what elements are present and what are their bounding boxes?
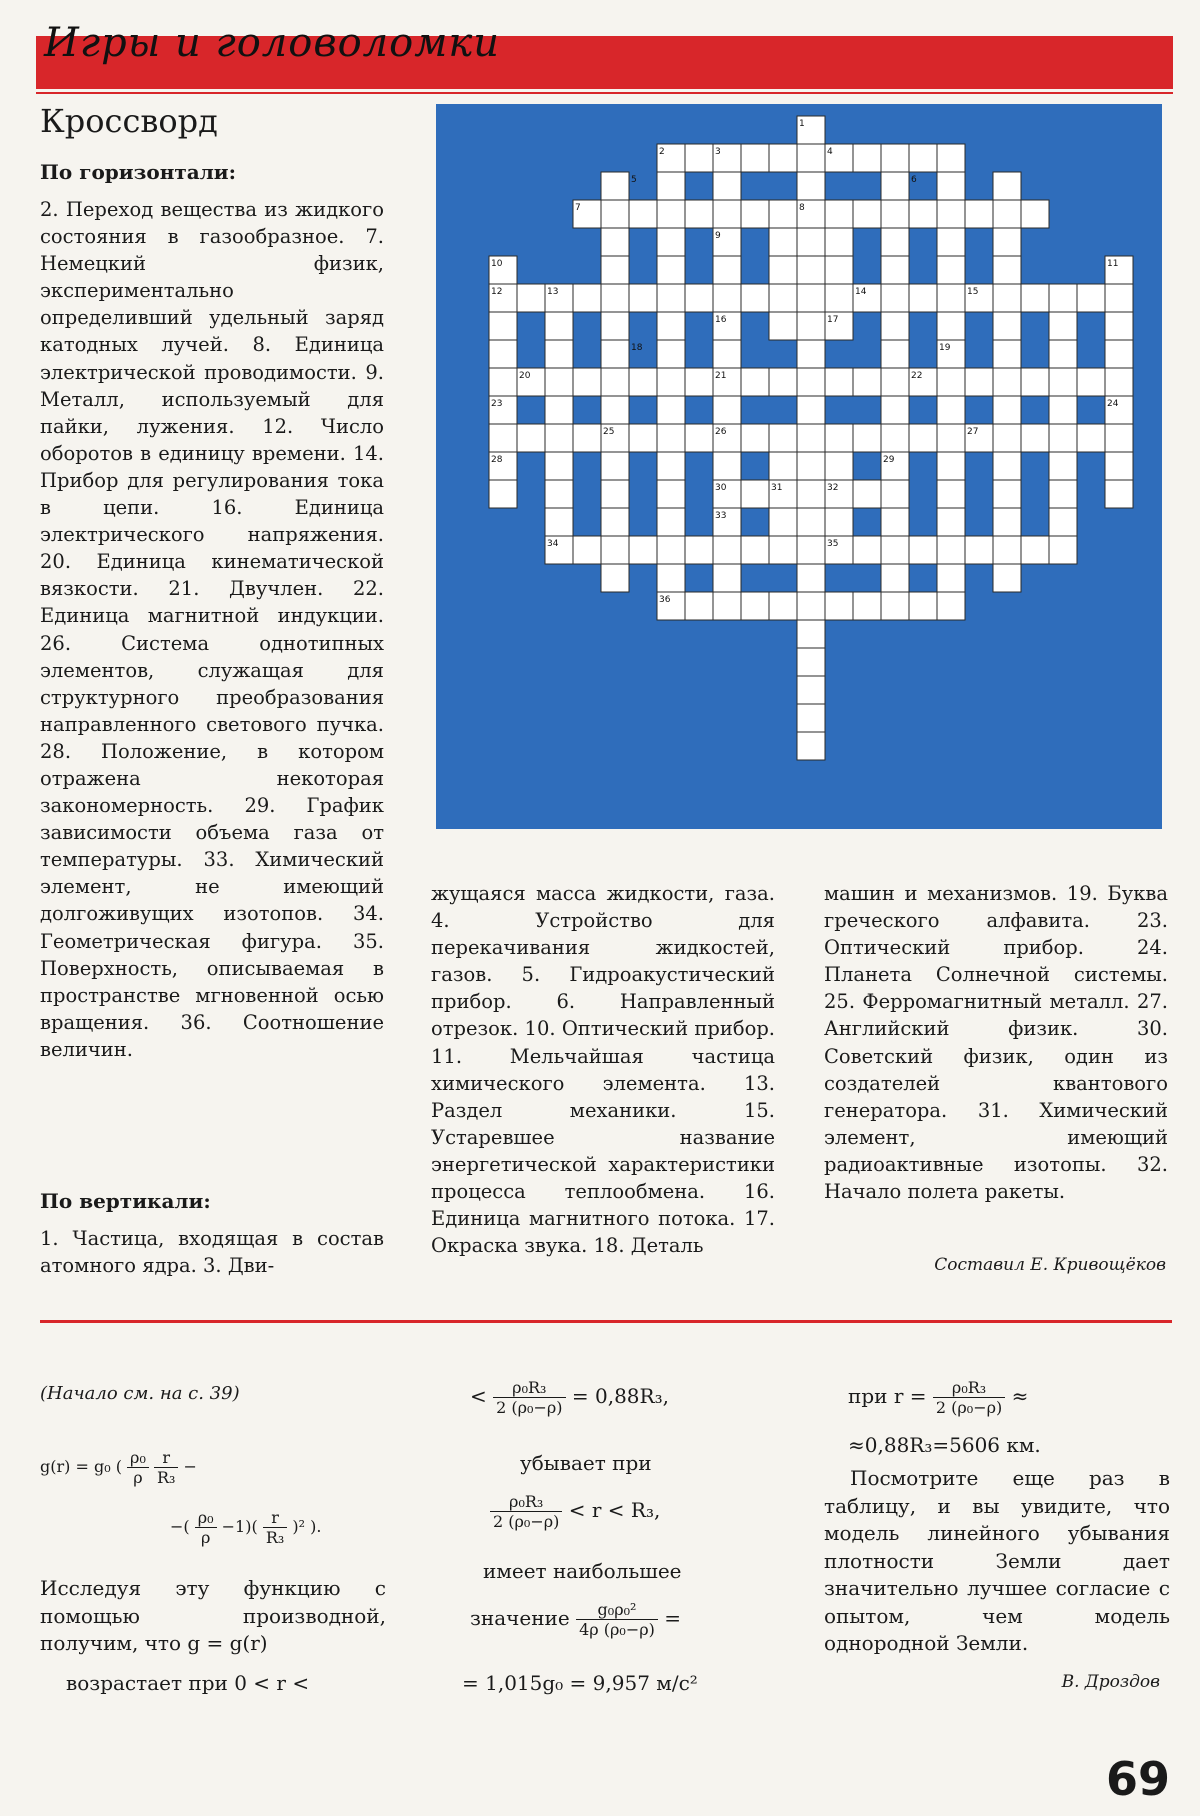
grid-cell[interactable]	[909, 592, 937, 620]
grid-cell[interactable]	[993, 368, 1021, 396]
grid-cell[interactable]	[685, 200, 713, 228]
grid-cell[interactable]	[853, 200, 881, 228]
grid-cell[interactable]	[993, 340, 1021, 368]
grid-cell[interactable]	[741, 480, 769, 508]
col2-result: = 1,015g₀ = 9,957 м/с²	[462, 1671, 698, 1695]
grid-cell[interactable]	[685, 536, 713, 564]
grid-cell[interactable]	[797, 172, 825, 200]
grid-cell[interactable]	[1105, 424, 1133, 452]
grid-cell[interactable]	[881, 172, 909, 200]
grid-cell[interactable]	[545, 340, 573, 368]
grid-cell[interactable]	[1049, 424, 1077, 452]
clue-number: 3	[715, 147, 721, 157]
grid-cell[interactable]	[965, 368, 993, 396]
col2-decreasing: убывает при	[520, 1451, 652, 1475]
grid-cell[interactable]	[573, 424, 601, 452]
grid-cell[interactable]	[601, 480, 629, 508]
section-title: Игры и головоломки	[44, 20, 501, 66]
grid-cell[interactable]	[797, 452, 825, 480]
clue-number: 20	[519, 371, 531, 381]
grid-cell[interactable]	[993, 200, 1021, 228]
grid-cell[interactable]	[937, 200, 965, 228]
grid-cell[interactable]	[657, 368, 685, 396]
grid-cell[interactable]	[713, 256, 741, 284]
grid-cell[interactable]	[797, 564, 825, 592]
grid-cell[interactable]	[993, 424, 1021, 452]
grid-cell[interactable]	[993, 536, 1021, 564]
grid-cell[interactable]	[685, 424, 713, 452]
col3-text: Посмотрите еще раз в таблицу, и вы увидите, что модель линейного убывания плотности Земли дает значительно лучшее согласие с опытом, чем модель однородной Земли.	[824, 1466, 1170, 1655]
clue-number: 18	[631, 343, 643, 353]
grid-cell[interactable]	[1105, 340, 1133, 368]
grid-cell[interactable]	[601, 368, 629, 396]
grid-cell[interactable]	[853, 480, 881, 508]
clue-number: 26	[715, 427, 727, 437]
grid-cell[interactable]	[769, 592, 797, 620]
grid-cell[interactable]	[909, 200, 937, 228]
grid-cell[interactable]	[629, 424, 657, 452]
grid-cell[interactable]	[909, 536, 937, 564]
grid-cell[interactable]	[797, 256, 825, 284]
grid-cell[interactable]	[573, 368, 601, 396]
clue-number: 7	[575, 203, 581, 213]
grid-cell[interactable]	[797, 732, 825, 760]
grid-cell[interactable]	[881, 508, 909, 536]
grid-cell[interactable]	[1077, 424, 1105, 452]
col2-value-label: значение	[470, 1606, 570, 1630]
grid-cell[interactable]	[993, 312, 1021, 340]
grid-cell[interactable]	[881, 284, 909, 312]
article-author: В. Дроздов	[1061, 1672, 1160, 1692]
grid-cell[interactable]	[545, 508, 573, 536]
grid-cell[interactable]	[825, 256, 853, 284]
grid-cell[interactable]	[741, 424, 769, 452]
compiler-credit: Составил Е. Кривощёков	[934, 1255, 1166, 1275]
grid-cell[interactable]	[825, 284, 853, 312]
grid-cell[interactable]	[769, 284, 797, 312]
grid-cell[interactable]	[1049, 340, 1077, 368]
col2-range-tail: < r < R₃,	[568, 1498, 661, 1522]
grid-cell[interactable]	[657, 396, 685, 424]
grid-cell[interactable]	[881, 144, 909, 172]
grid-cell[interactable]	[881, 396, 909, 424]
clue-number: 8	[799, 203, 805, 213]
col1-tail: возрастает при 0 < r <	[66, 1671, 310, 1695]
grid-cell[interactable]	[825, 452, 853, 480]
grid-cell[interactable]	[937, 368, 965, 396]
grid-cell[interactable]	[1021, 424, 1049, 452]
grid-cell[interactable]	[517, 284, 545, 312]
grid-cell[interactable]	[881, 536, 909, 564]
col1-text: Исследуя эту функцию с помощью производной, получим, что g = g(r)	[40, 1576, 386, 1655]
clue-number: 35	[827, 539, 839, 549]
clue-number: 22	[911, 371, 923, 381]
grid-cell[interactable]	[741, 284, 769, 312]
grid-cell[interactable]	[881, 340, 909, 368]
grid-cell[interactable]	[489, 480, 517, 508]
grid-cell[interactable]	[713, 564, 741, 592]
grid-cell[interactable]	[909, 144, 937, 172]
grid-cell[interactable]	[993, 172, 1021, 200]
grid-cell[interactable]	[657, 172, 685, 200]
grid-cell[interactable]	[937, 480, 965, 508]
grid-cell[interactable]	[797, 284, 825, 312]
clue-number: 30	[715, 483, 727, 493]
grid-cell[interactable]	[545, 452, 573, 480]
grid-cell[interactable]	[601, 536, 629, 564]
grid-cell[interactable]	[573, 284, 601, 312]
clue-number: 4	[827, 147, 833, 157]
grid-cell[interactable]	[1049, 368, 1077, 396]
grid-cell[interactable]	[937, 172, 965, 200]
grid-cell[interactable]	[797, 312, 825, 340]
grid-cell[interactable]	[881, 312, 909, 340]
grid-cell[interactable]	[937, 564, 965, 592]
grid-cell[interactable]	[545, 396, 573, 424]
grid-cell[interactable]	[601, 172, 629, 200]
clue-number: 16	[715, 315, 727, 325]
grid-cell[interactable]	[601, 200, 629, 228]
grid-cell[interactable]	[741, 592, 769, 620]
across-clues: 2. Переход вещества из жидкого состояния в газообразное. 7. Немецкий физик, экспериментально определивший удельный заряд катодных лучей. 8. Единица электрической проводимости. 9. Металл, используемый для пайки, лужения. 12. Число оборотов в единицу времени. 14. Прибор для регулирования тока в цепи. 16. Единица электрического напряжения. 20. Единица кинематической вязкости. 21. Двучлен. 22. Единица магнитной индукции. 26. Система однотипных элементов, служащая для структурного преобразования направленного светового пучка. 28. Положение, в котором отражена некоторая закономерность. 29. График зависимости объема газа от температуры. 33. Химический элемент, не имеющий долгоживущих изотопов. 34. Геометрическая фигура. 35. Поверхность, описываемая в пространстве мгновенной осью вращения. 36. Соотношение величин.	[40, 198, 384, 1061]
grid-cell[interactable]	[993, 228, 1021, 256]
grid-cell[interactable]	[881, 564, 909, 592]
grid-cell[interactable]	[909, 284, 937, 312]
grid-cell[interactable]	[1049, 452, 1077, 480]
grid-cell[interactable]	[825, 592, 853, 620]
grid-cell[interactable]	[741, 200, 769, 228]
clue-number: 17	[827, 315, 839, 325]
grid-cell[interactable]	[769, 200, 797, 228]
grid-cell[interactable]	[685, 368, 713, 396]
grid-cell[interactable]	[797, 396, 825, 424]
grid-cell[interactable]	[797, 508, 825, 536]
grid-cell[interactable]	[881, 424, 909, 452]
grid-cell[interactable]	[1049, 508, 1077, 536]
crossword-grid[interactable]	[436, 104, 1162, 829]
clue-number: 15	[967, 287, 979, 297]
grid-cell[interactable]	[657, 564, 685, 592]
clue-number: 9	[715, 231, 721, 241]
g-of-r-formula-line2: −( $\frac{\text{ρ₀}}{\rho}$ −1)( $\frac{r}{\text{R₃}}$ )² ).	[170, 1508, 322, 1547]
grid-cell[interactable]	[601, 284, 629, 312]
grid-cell[interactable]	[713, 592, 741, 620]
grid-cell[interactable]	[489, 312, 517, 340]
grid-cell[interactable]	[797, 592, 825, 620]
grid-cell[interactable]	[769, 508, 797, 536]
grid-cell[interactable]	[769, 536, 797, 564]
grid-cell[interactable]	[517, 424, 545, 452]
grid-cell[interactable]	[713, 452, 741, 480]
grid-cell[interactable]	[937, 508, 965, 536]
grid-cell[interactable]	[993, 480, 1021, 508]
clue-number: 29	[883, 455, 895, 465]
grid-cell[interactable]	[937, 592, 965, 620]
grid-cell[interactable]	[713, 340, 741, 368]
grid-cell[interactable]	[657, 536, 685, 564]
grid-cell[interactable]	[657, 424, 685, 452]
clue-number: 1	[799, 119, 805, 129]
grid-cell[interactable]	[993, 508, 1021, 536]
col2-ineq-tail: = 0,88R₃,	[571, 1384, 669, 1408]
g-of-r-formula: g(r) = g₀ ( $\frac{\text{ρ₀}}{\rho}$ $\frac{r}{\text{R₃}}$ −	[40, 1448, 197, 1487]
grid-cell[interactable]	[1105, 368, 1133, 396]
grid-cell[interactable]	[937, 424, 965, 452]
clue-number: 28	[491, 455, 503, 465]
grid-cell[interactable]	[937, 396, 965, 424]
clue-number: 24	[1107, 399, 1119, 409]
grid-cell[interactable]	[965, 536, 993, 564]
grid-cell[interactable]	[1049, 396, 1077, 424]
grid-cell[interactable]	[1077, 368, 1105, 396]
grid-cell[interactable]	[601, 564, 629, 592]
grid-cell[interactable]	[1049, 312, 1077, 340]
grid-cell[interactable]	[797, 368, 825, 396]
grid-cell[interactable]	[993, 452, 1021, 480]
col2-max: имеет наибольшее	[483, 1559, 682, 1583]
grid-cell[interactable]	[797, 340, 825, 368]
clue-number: 21	[715, 371, 727, 381]
grid-cell[interactable]	[937, 256, 965, 284]
grid-cell[interactable]	[685, 592, 713, 620]
grid-cell[interactable]	[489, 368, 517, 396]
section-separator	[40, 1320, 1172, 1323]
clue-number: 36	[659, 595, 671, 605]
grid-cell[interactable]	[993, 396, 1021, 424]
grid-cell[interactable]	[769, 312, 797, 340]
grid-cell[interactable]	[657, 256, 685, 284]
clue-number: 6	[911, 175, 917, 185]
grid-cell[interactable]	[825, 200, 853, 228]
grid-cell[interactable]	[601, 508, 629, 536]
grid-cell[interactable]	[797, 144, 825, 172]
grid-cell[interactable]	[797, 228, 825, 256]
grid-cell[interactable]	[769, 452, 797, 480]
grid-cell[interactable]	[629, 368, 657, 396]
grid-cell[interactable]	[881, 368, 909, 396]
grid-cell[interactable]	[1077, 284, 1105, 312]
grid-cell[interactable]	[545, 368, 573, 396]
grid-cell[interactable]	[601, 396, 629, 424]
grid-cell[interactable]	[853, 592, 881, 620]
grid-cell[interactable]	[601, 256, 629, 284]
grid-cell[interactable]	[993, 284, 1021, 312]
grid-cell[interactable]	[797, 704, 825, 732]
clue-number: 31	[771, 483, 783, 493]
grid-cell[interactable]	[993, 256, 1021, 284]
grid-cell[interactable]	[713, 284, 741, 312]
clue-number: 10	[491, 259, 503, 269]
grid-cell[interactable]	[657, 508, 685, 536]
across-heading: По горизонтали:	[40, 160, 237, 184]
continuation-note: (Начало см. на с. 39)	[40, 1383, 240, 1404]
clue-number: 5	[631, 175, 637, 185]
grid-cell[interactable]	[601, 228, 629, 256]
grid-cell[interactable]	[657, 452, 685, 480]
grid-cell[interactable]	[937, 228, 965, 256]
grid-cell[interactable]	[741, 144, 769, 172]
grid-cell[interactable]	[657, 200, 685, 228]
grid-cell[interactable]	[1105, 480, 1133, 508]
grid-cell[interactable]	[713, 200, 741, 228]
grid-cell[interactable]	[1049, 480, 1077, 508]
grid-cell[interactable]	[601, 340, 629, 368]
grid-cell[interactable]	[853, 536, 881, 564]
page-number: 69	[1105, 1752, 1170, 1806]
col2-ineq: < $\frac{\text{ρ₀R₃}}{\text{2 (ρ₀−ρ)}}$ = 0,88R₃,	[470, 1378, 669, 1417]
grid-cell[interactable]	[825, 424, 853, 452]
clue-number: 32	[827, 483, 839, 493]
grid-cell[interactable]	[825, 368, 853, 396]
grid-cell[interactable]	[1021, 536, 1049, 564]
grid-cell[interactable]	[685, 284, 713, 312]
clue-number: 27	[967, 427, 979, 437]
grid-cell[interactable]	[657, 340, 685, 368]
grid-cell[interactable]	[1021, 284, 1049, 312]
grid-cell[interactable]	[1049, 536, 1077, 564]
clue-number: 34	[547, 539, 559, 549]
grid-cell[interactable]	[825, 228, 853, 256]
clue-number: 13	[547, 287, 559, 297]
grid-cell[interactable]	[853, 368, 881, 396]
col3-approx: ≈0,88R₃=5606 км.	[848, 1433, 1041, 1457]
clue-number: 12	[491, 287, 503, 297]
grid-cell[interactable]	[545, 424, 573, 452]
g-of-r-label: g(r) = g₀	[40, 1457, 111, 1476]
clue-number: 14	[855, 287, 867, 297]
col2-range: $\frac{\text{ρ₀R₃}}{\text{2 (ρ₀−ρ)}}$ < r < R₃,	[490, 1492, 660, 1531]
clue-number: 25	[603, 427, 615, 437]
clue-number: 19	[939, 343, 951, 353]
col2-value: значение $\frac{\text{g₀ρ₀²}}{\text{4ρ (ρ₀−ρ)}}$ =	[470, 1600, 681, 1639]
grid-cell[interactable]	[741, 368, 769, 396]
grid-cell[interactable]	[657, 228, 685, 256]
grid-cell[interactable]	[881, 592, 909, 620]
grid-cell[interactable]	[1105, 284, 1133, 312]
grid-cell[interactable]	[881, 228, 909, 256]
banner-rule	[36, 92, 1173, 94]
clue-number: 33	[715, 511, 727, 521]
grid-cell[interactable]	[769, 228, 797, 256]
grid-cell[interactable]	[713, 536, 741, 564]
grid-cell[interactable]	[629, 284, 657, 312]
grid-cell[interactable]	[545, 312, 573, 340]
grid-cell[interactable]	[629, 200, 657, 228]
grid-cell[interactable]	[769, 424, 797, 452]
clue-number: 11	[1107, 259, 1119, 269]
grid-cell[interactable]	[993, 564, 1021, 592]
grid-cell[interactable]	[1105, 312, 1133, 340]
grid-cell[interactable]	[1105, 452, 1133, 480]
grid-cell[interactable]	[601, 452, 629, 480]
down-clues-part3: машин и механизмов. 19. Буква греческого алфавита. 23. Оптический прибор. 24. Планета Солнечной системы. 25. Ферромагнитный металл. 27. Английский физик. 30. Советский физик, один из создателей квантового генератора. 31. Химический элемент, имеющий радиоактивные изотопы. 32. Начало полета ракеты.	[824, 882, 1168, 1204]
grid-cell[interactable]	[825, 508, 853, 536]
grid-cell[interactable]	[797, 480, 825, 508]
down-heading: По вертикали:	[40, 1189, 211, 1213]
col3-at: при r = $\frac{\text{ρ₀R₃}}{\text{2 (ρ₀−ρ)}}$ ≈	[848, 1378, 1029, 1417]
grid-cell[interactable]	[769, 368, 797, 396]
grid-cell[interactable]	[1021, 368, 1049, 396]
down-clues-part2: жущаяся масса жидкости, газа. 4. Устройство для перекачивания жидкостей, газов. 5. Гидроакустический прибор. 6. Направленный отрезок. 10. Оптический прибор. 11. Мельчайшая частица химического элемента. 13. Раздел механики. 15. Устаревшее название энергетической характеристики процесса теплообмена. 16. Единица магнитного потока. 17. Окраска звука. 18. Деталь	[431, 882, 775, 1258]
grid-cell[interactable]	[657, 312, 685, 340]
grid-cell[interactable]	[881, 480, 909, 508]
grid-cell[interactable]	[881, 256, 909, 284]
grid-cell[interactable]	[797, 676, 825, 704]
grid-cell[interactable]	[881, 200, 909, 228]
grid-cell[interactable]	[573, 536, 601, 564]
page-title: Кроссворд	[40, 102, 218, 140]
crossword-svg[interactable]	[436, 104, 1162, 829]
grid-cell[interactable]	[769, 144, 797, 172]
grid-cell[interactable]	[1021, 200, 1049, 228]
grid-cell[interactable]	[489, 340, 517, 368]
grid-cell[interactable]	[489, 424, 517, 452]
clue-number: 2	[659, 147, 665, 157]
grid-cell[interactable]	[601, 312, 629, 340]
grid-cell[interactable]	[545, 480, 573, 508]
grid-cell[interactable]	[937, 144, 965, 172]
grid-cell[interactable]	[685, 144, 713, 172]
col3-at-label: при r =	[848, 1384, 927, 1408]
grid-cell[interactable]	[909, 424, 937, 452]
grid-cell[interactable]	[657, 480, 685, 508]
grid-cell[interactable]	[741, 536, 769, 564]
grid-cell[interactable]	[713, 172, 741, 200]
grid-cell[interactable]	[1049, 284, 1077, 312]
grid-cell[interactable]	[965, 200, 993, 228]
clue-number: 23	[491, 399, 503, 409]
grid-cell[interactable]	[797, 620, 825, 648]
grid-cell[interactable]	[853, 424, 881, 452]
grid-cell[interactable]	[769, 256, 797, 284]
grid-cell[interactable]	[797, 648, 825, 676]
grid-cell[interactable]	[853, 144, 881, 172]
grid-cell[interactable]	[797, 424, 825, 452]
grid-cell[interactable]	[937, 536, 965, 564]
grid-cell[interactable]	[937, 312, 965, 340]
down-clues-part1: 1. Частица, входящая в состав атомного ядра. 3. Дви-	[40, 1227, 384, 1278]
grid-cell[interactable]	[657, 284, 685, 312]
grid-cell[interactable]	[797, 536, 825, 564]
grid-cell[interactable]	[629, 536, 657, 564]
grid-cell[interactable]	[937, 284, 965, 312]
grid-cell[interactable]	[713, 396, 741, 424]
grid-cell[interactable]	[937, 452, 965, 480]
